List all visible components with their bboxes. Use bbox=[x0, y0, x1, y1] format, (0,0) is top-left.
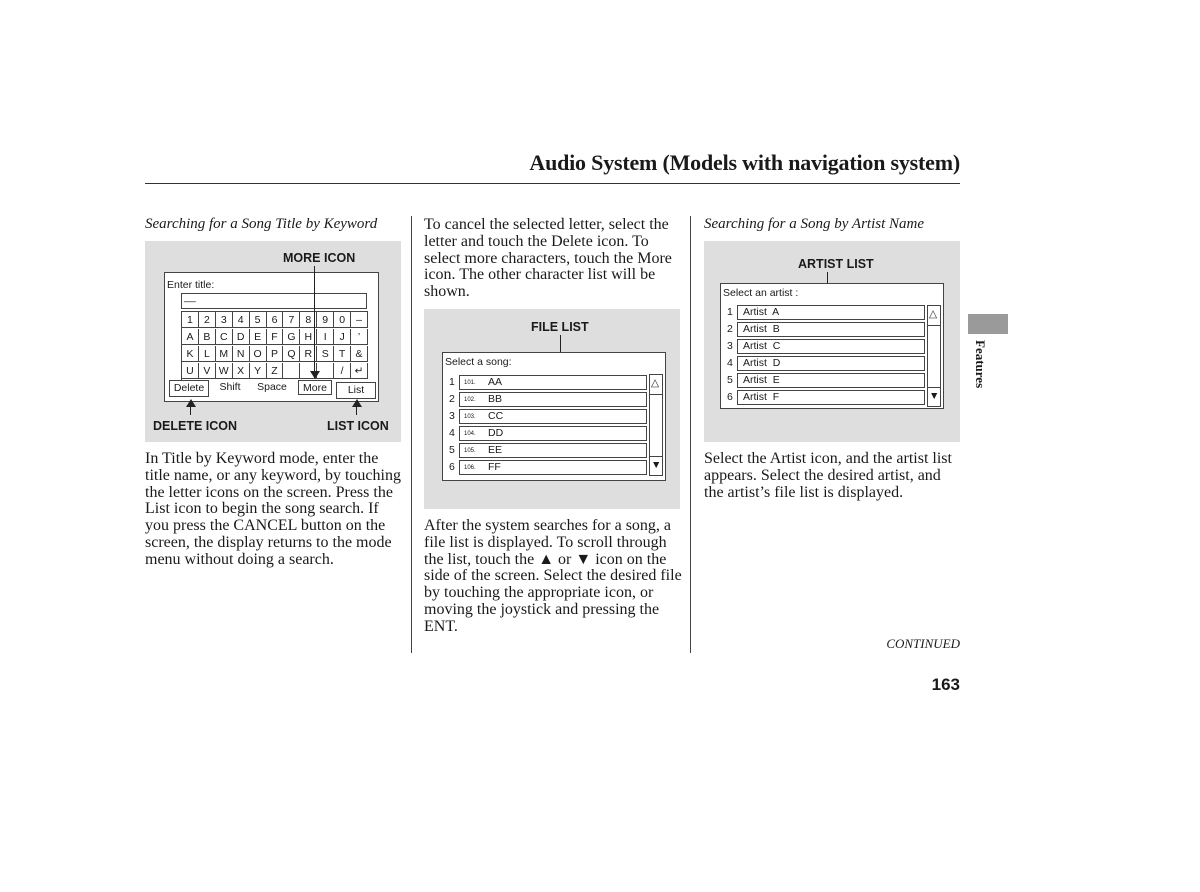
features-tab-marker bbox=[968, 314, 1008, 334]
artist-list-item[interactable] bbox=[737, 356, 925, 371]
down-arrow-icon: ▼ bbox=[575, 550, 592, 568]
song-row-number: 1 bbox=[449, 376, 455, 388]
column-divider-right bbox=[690, 216, 691, 653]
song-list-item[interactable] bbox=[459, 392, 647, 407]
continued-label: CONTINUED bbox=[886, 636, 960, 651]
keypad-key[interactable]: P bbox=[267, 346, 284, 362]
input-cursor: __ bbox=[184, 291, 196, 303]
artist-name: Artist B bbox=[743, 323, 780, 335]
keypad-key[interactable]: / bbox=[334, 363, 351, 379]
song-list-item[interactable] bbox=[459, 375, 647, 390]
middle-body-text bbox=[424, 518, 686, 636]
keypad-key[interactable]: F bbox=[267, 329, 284, 345]
artist-row-number: 3 bbox=[727, 340, 733, 352]
keypad-key[interactable]: K bbox=[182, 346, 199, 362]
artist-scrollbar[interactable] bbox=[927, 305, 941, 407]
list-button[interactable]: List bbox=[336, 382, 376, 399]
keypad-key[interactable] bbox=[283, 363, 300, 379]
artist-name: Artist C bbox=[743, 340, 781, 352]
keypad-key[interactable]: – bbox=[351, 312, 368, 328]
scroll-down-icon[interactable]: ▼ bbox=[651, 459, 662, 471]
up-arrow-icon: ▲ bbox=[538, 550, 555, 568]
song-title: EE bbox=[488, 444, 503, 456]
keyword-figure-panel bbox=[145, 241, 401, 442]
artist-list-item[interactable] bbox=[737, 339, 925, 354]
keypad-key[interactable]: 4 bbox=[233, 312, 250, 328]
song-title: DD bbox=[488, 427, 504, 439]
song-list-screen bbox=[442, 352, 666, 481]
left-body-text: In Title by Keyword mode, enter the title name, or any keyword, by touching the letter icons on the screen. Press the List icon to begin the song search. If you press the CANCEL button on the screen, the display returns to the mode menu without doing a search. bbox=[145, 450, 401, 568]
artist-scroll-down-icon[interactable]: ▼ bbox=[929, 390, 940, 402]
song-title: CC bbox=[488, 410, 504, 422]
artist-list-item[interactable] bbox=[737, 390, 925, 405]
song-row-number: 5 bbox=[449, 444, 455, 456]
song-row-number: 4 bbox=[449, 427, 455, 439]
song-track-number: 103. bbox=[464, 414, 476, 420]
keypad-key[interactable]: 7 bbox=[283, 312, 300, 328]
character-keypad bbox=[181, 311, 368, 380]
keypad-key[interactable]: 8 bbox=[300, 312, 317, 328]
keypad-key[interactable]: 5 bbox=[250, 312, 267, 328]
song-list-item[interactable] bbox=[459, 426, 647, 441]
artist-name: Artist A bbox=[743, 306, 780, 318]
right-section-heading: Searching for a Song by Artist Name bbox=[704, 216, 924, 232]
artist-name: Artist F bbox=[743, 391, 780, 403]
keypad-key[interactable]: T bbox=[334, 346, 351, 362]
list-pointer-arrowhead bbox=[352, 399, 362, 407]
space-button[interactable]: Space bbox=[249, 380, 295, 395]
keypad-key[interactable]: S bbox=[317, 346, 334, 362]
song-row-number: 3 bbox=[449, 410, 455, 422]
keypad-key[interactable]: W bbox=[216, 363, 233, 379]
file-list-figure-panel bbox=[424, 309, 680, 509]
delete-button[interactable]: Delete bbox=[169, 380, 209, 397]
keypad-key[interactable]: 1 bbox=[182, 312, 199, 328]
song-track-number: 102. bbox=[464, 397, 476, 403]
song-title: AA bbox=[488, 376, 503, 388]
header-rule bbox=[145, 183, 960, 184]
song-list-item[interactable] bbox=[459, 443, 647, 458]
keypad-key[interactable]: 6 bbox=[267, 312, 284, 328]
page-number: 163 bbox=[931, 675, 960, 694]
title-input[interactable] bbox=[181, 293, 367, 309]
keypad-key[interactable]: 3 bbox=[216, 312, 233, 328]
artist-list-item[interactable] bbox=[737, 305, 925, 320]
keypad-key[interactable]: J bbox=[334, 329, 351, 345]
select-artist-label: Select an artist : bbox=[723, 287, 799, 299]
artist-row-number: 4 bbox=[727, 357, 733, 369]
middle-body-part2: icon on the side of the screen. Select the desired file by touching the appropriate icon, or moving the joystick and pressing the ENT. bbox=[424, 550, 682, 635]
keypad-key[interactable]: C bbox=[216, 329, 233, 345]
more-pointer-line bbox=[314, 266, 315, 378]
keypad-key[interactable]: R bbox=[300, 346, 317, 362]
artist-name: Artist D bbox=[743, 357, 781, 369]
keypad-key[interactable]: B bbox=[199, 329, 216, 345]
keypad-key[interactable]: 2 bbox=[199, 312, 216, 328]
song-scrollbar[interactable] bbox=[649, 374, 663, 476]
keypad-key[interactable]: 0 bbox=[334, 312, 351, 328]
features-side-label: Features bbox=[973, 340, 988, 389]
artist-list-item[interactable] bbox=[737, 373, 925, 388]
enter-title-label: Enter title: bbox=[167, 279, 215, 291]
artist-list-item[interactable] bbox=[737, 322, 925, 337]
keypad-key[interactable]: E bbox=[250, 329, 267, 345]
page-title: Audio System (Models with navigation system) bbox=[529, 150, 960, 175]
artist-row-number: 5 bbox=[727, 374, 733, 386]
more-button[interactable]: More bbox=[298, 380, 332, 395]
keypad-key[interactable]: G bbox=[283, 329, 300, 345]
column-divider-left bbox=[411, 216, 412, 653]
middle-top-text: To cancel the selected letter, select the letter and touch the Delete icon. To select more characters, touch the More icon. The other character list will be shown. bbox=[424, 216, 672, 301]
artist-row-number: 1 bbox=[727, 306, 733, 318]
more-icon-callout: MORE ICON bbox=[283, 251, 356, 265]
keyword-entry-screen bbox=[164, 272, 379, 402]
song-title: BB bbox=[488, 393, 503, 405]
keypad-key[interactable]: ’ bbox=[351, 329, 368, 345]
select-song-label: Select a song: bbox=[445, 356, 512, 368]
scroll-up-icon[interactable]: △ bbox=[651, 377, 660, 389]
file-list-callout: FILE LIST bbox=[531, 320, 589, 334]
keypad-key[interactable]: L bbox=[199, 346, 216, 362]
keypad-key[interactable]: M bbox=[216, 346, 233, 362]
keypad-key[interactable]: D bbox=[233, 329, 250, 345]
artist-row-number: 2 bbox=[727, 323, 733, 335]
keypad-key[interactable]: V bbox=[199, 363, 216, 379]
keypad-key[interactable]: Z bbox=[267, 363, 284, 379]
song-track-number: 106. bbox=[464, 465, 476, 471]
song-row-number: 6 bbox=[449, 461, 455, 473]
list-icon-callout: LIST ICON bbox=[327, 419, 389, 433]
delete-icon-callout: DELETE ICON bbox=[153, 419, 238, 433]
more-pointer-arrowhead bbox=[310, 371, 320, 379]
keypad-key[interactable]: N bbox=[233, 346, 250, 362]
keypad-key[interactable]: 9 bbox=[317, 312, 334, 328]
keypad-key[interactable]: U bbox=[182, 363, 199, 379]
song-track-number: 105. bbox=[464, 448, 476, 454]
song-track-number: 101. bbox=[464, 380, 476, 386]
keypad-key[interactable]: Y bbox=[250, 363, 267, 379]
keypad-key[interactable]: H bbox=[300, 329, 317, 345]
artist-list-callout: ARTIST LIST bbox=[798, 257, 874, 271]
artist-list-screen bbox=[720, 283, 944, 409]
left-section-heading: Searching for a Song Title by Keyword bbox=[145, 216, 378, 232]
keypad-key[interactable]: Q bbox=[283, 346, 300, 362]
keypad-key[interactable]: O bbox=[250, 346, 267, 362]
song-row-number: 2 bbox=[449, 393, 455, 405]
song-list-item[interactable] bbox=[459, 409, 647, 424]
shift-button[interactable]: Shift bbox=[213, 380, 247, 395]
or-word: or bbox=[558, 550, 572, 568]
song-title: FF bbox=[488, 461, 501, 473]
artist-list-figure-panel bbox=[704, 241, 960, 442]
keypad-key[interactable]: A bbox=[182, 329, 199, 345]
right-body-text: Select the Artist icon, and the artist list appears. Select the desired artist, and the artist’s file list is displayed. bbox=[704, 450, 952, 501]
delete-pointer-arrowhead bbox=[186, 399, 196, 407]
song-track-number: 104. bbox=[464, 431, 476, 437]
artist-row-number: 6 bbox=[727, 391, 733, 403]
keypad-key[interactable]: & bbox=[351, 346, 368, 362]
keypad-key[interactable]: I bbox=[317, 329, 334, 345]
keypad-key[interactable]: ↵ bbox=[351, 363, 368, 379]
artist-name: Artist E bbox=[743, 374, 780, 386]
artist-scroll-up-icon[interactable]: △ bbox=[929, 308, 938, 320]
middle-body-part1: After the system searches for a song, a file list is displayed. To scroll through the list, touch the bbox=[424, 517, 672, 568]
keypad-key[interactable]: X bbox=[233, 363, 250, 379]
song-list-item[interactable] bbox=[459, 460, 647, 475]
